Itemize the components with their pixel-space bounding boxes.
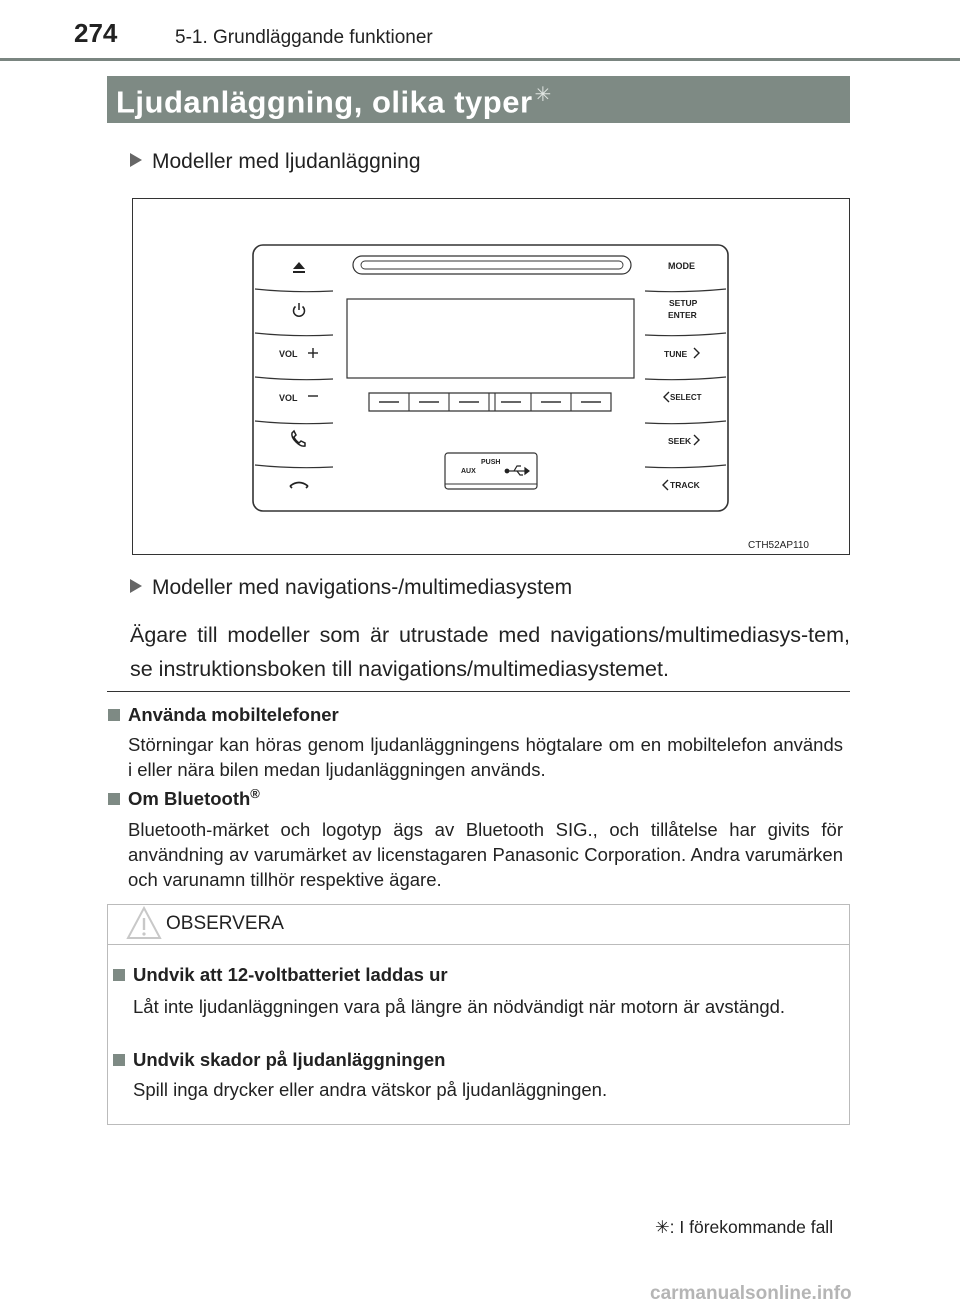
audio-models-heading [130, 150, 421, 174]
preset-buttons [369, 393, 611, 411]
observera-item-battery-body: Låt inte ljudanläggningen vara på längre än nödvändigt när motorn är avstängd. [133, 996, 786, 1017]
watermark: carmanualsonline.info [650, 1283, 852, 1304]
observera-item-battery-title [113, 964, 448, 986]
usb-icon [505, 466, 529, 475]
radio-figure [132, 198, 850, 555]
chevron-right-icon [694, 435, 699, 445]
chevron-left-icon [663, 480, 668, 490]
chevron-left-icon [664, 392, 669, 402]
track-label: TRACK [670, 480, 700, 490]
note-title-bluetooth-text: Om Bluetooth [128, 788, 251, 810]
note-body-bluetooth: Bluetooth-märket och logotyp ägs av Bluetooth SIG., och tillåtelse har givits för användning av varumärket av licenstagaren Panasonic Corporation. Andra varumärken och varunamn tillhör respektive ägare. [128, 819, 843, 890]
observera-item-battery-title-text: Undvik att 12-voltbatteriet laddas ur [133, 964, 448, 985]
warning-icon [126, 906, 162, 940]
section-title-text: Ljudanläggning, olika typer [116, 84, 533, 120]
note-title-mobile [108, 704, 339, 726]
footnote [655, 1217, 833, 1238]
phone-icon [292, 431, 305, 446]
enter-label: ENTER [668, 310, 697, 320]
seek-label: SEEK [668, 436, 692, 446]
chapter-title: 5-1. Grundläggande funktioner [175, 27, 433, 48]
header-rule [0, 58, 960, 61]
chevron-right-icon [694, 348, 699, 358]
page-number: 274 [74, 18, 118, 48]
radio-illustration [133, 199, 849, 554]
hangup-icon [290, 483, 308, 489]
cd-slot-inner [361, 261, 623, 269]
observera-label: OBSERVERA [166, 913, 284, 934]
triangle-bullet-icon [130, 153, 142, 167]
square-bullet-icon [113, 969, 125, 981]
tune-label: TUNE [664, 349, 688, 359]
section-title [116, 82, 552, 120]
nav-models-paragraph: Ägare till modeller som är utrustade med navigations/multimediasys-tem, se instruktionsboken till navigations/multimediasystemet. [130, 623, 850, 681]
setup-label: SETUP [669, 298, 698, 308]
nav-models-heading [130, 576, 572, 600]
push-label: PUSH [481, 459, 501, 466]
mode-label: MODE [668, 261, 695, 271]
observera-item-damage-title [113, 1049, 446, 1071]
footnote-text: : I förekommande fall [669, 1217, 834, 1237]
nav-models-heading-text: Modeller med navigations-/multimediasystem [152, 576, 573, 599]
note-title-mobile-text: Använda mobiltelefoner [128, 704, 339, 725]
cd-slot [353, 256, 631, 274]
note-title-bluetooth [108, 786, 260, 810]
section-divider [107, 691, 850, 692]
aux-label: AUX [461, 468, 476, 475]
display-screen [347, 299, 634, 378]
power-icon [294, 303, 305, 316]
footnote-mark: ✳ [655, 1217, 670, 1237]
vol-down-label: VOL [279, 393, 298, 403]
square-bullet-icon [108, 709, 120, 721]
audio-models-heading-text: Modeller med ljudanläggning [152, 150, 421, 173]
square-bullet-icon [113, 1054, 125, 1066]
section-title-mark: ✳ [534, 84, 552, 106]
observera-item-damage-body: Spill inga drycker eller andra vätskor på ljudanläggningen. [133, 1079, 608, 1100]
square-bullet-icon [108, 793, 120, 805]
eject-icon [293, 262, 305, 273]
registered-mark: ® [250, 786, 260, 801]
observera-separator [108, 944, 849, 945]
observera-item-damage-title-text: Undvik skador på ljudanläggningen [133, 1049, 446, 1070]
note-body-mobile: Störningar kan höras genom ljudanläggningens högtalare om en mobiltelefon används i eller nära bilen medan ljudanläggningen används. [128, 734, 843, 780]
triangle-bullet-icon [130, 579, 142, 593]
vol-up-label: VOL [279, 349, 298, 359]
plus-icon [308, 348, 318, 358]
select-label: SELECT [670, 393, 702, 402]
figure-code: CTH52AP110 [748, 540, 809, 551]
